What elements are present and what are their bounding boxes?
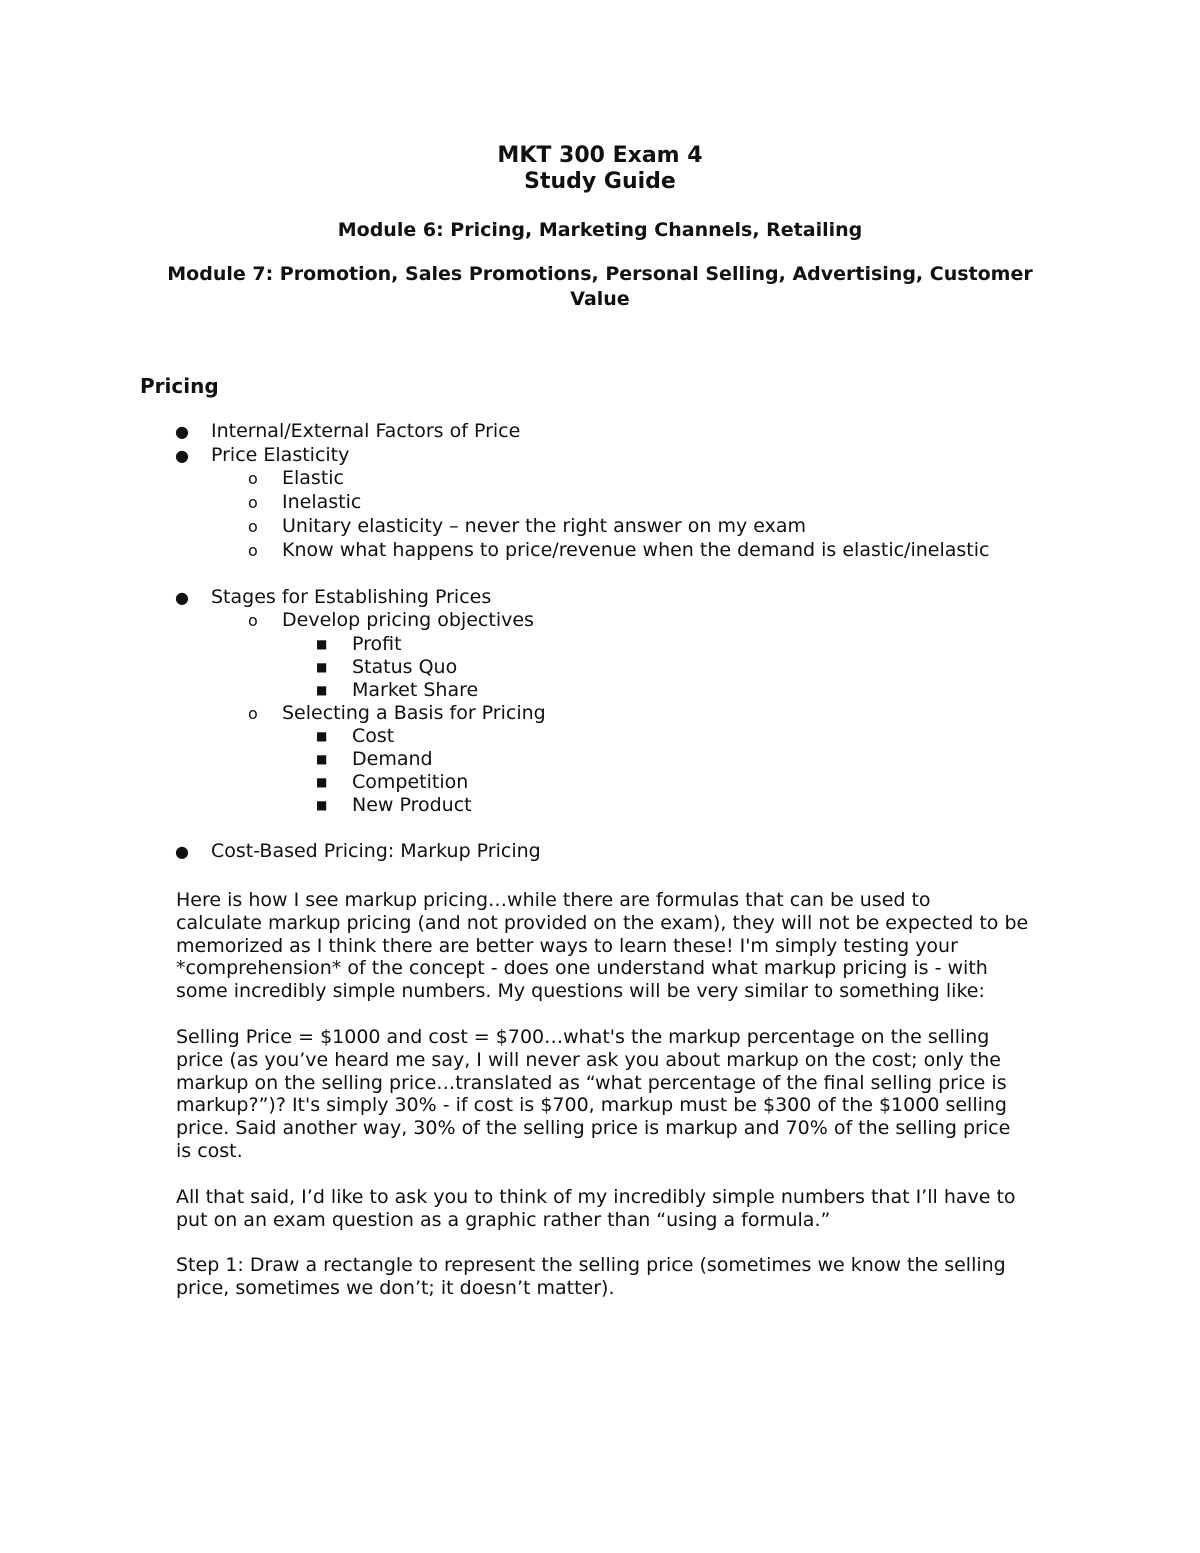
sub-bullet-item: Know what happens to price/revenue when the demand is elastic/inelastic <box>282 539 990 561</box>
sub-bullet-circle: o <box>248 541 258 560</box>
bullet-dot: ● <box>175 422 189 441</box>
sub-bullet-item: Develop pricing objectives <box>282 609 534 631</box>
sub-bullet-circle: o <box>248 704 258 723</box>
paragraph-line: some incredibly simple numbers. My questions will be very similar to something like: <box>176 980 985 1003</box>
paragraph-line: Step 1: Draw a rectangle to represent the selling price (sometimes we know the selling <box>176 1254 1006 1276</box>
sub-bullet-item: Elastic <box>282 467 345 489</box>
bullet-dot: ● <box>175 588 189 607</box>
paragraph-markup-intro <box>176 889 1076 1003</box>
sub-bullet-circle: o <box>248 493 258 512</box>
paragraph-line: price (as you’ve heard me say, I will never ask you about markup on the cost; only the <box>176 1048 1001 1071</box>
square-bullet: ■ <box>316 729 328 743</box>
sub-bullet-circle: o <box>248 469 258 488</box>
paragraph-line: Here is how I see markup pricing…while there are formulas that can be used to <box>176 889 931 911</box>
sub-sub-bullet-item: Market Share <box>352 679 479 701</box>
sub-bullet-item: Inelastic <box>282 491 362 513</box>
paragraph-line: price, sometimes we don’t; it doesn’t matter). <box>176 1276 615 1299</box>
document-title: MKT 300 Exam 4 <box>497 143 703 168</box>
module-7-heading-line2: Value <box>570 288 630 310</box>
paragraph-line: memorized as I think there are better ways to learn these! I'm simply testing your <box>176 934 958 957</box>
section-heading-pricing: Pricing <box>140 374 219 398</box>
square-bullet: ■ <box>316 637 328 651</box>
paragraph-markup-example <box>176 1026 1076 1163</box>
sub-sub-bullet-item: Demand <box>352 748 433 770</box>
module-6-heading: Module 6: Pricing, Marketing Channels, Retailing <box>337 219 863 241</box>
paragraph-graphic-note <box>176 1186 1076 1232</box>
paragraph-line: markup?”)? It's simply 30% - if cost is $700, markup must be $300 of the $1000 selling <box>176 1094 1007 1117</box>
sub-sub-bullet-item: Cost <box>352 725 395 747</box>
bullet-item: Stages for Establishing Prices <box>211 586 492 608</box>
paragraph-step-1 <box>176 1254 1076 1300</box>
sub-bullet-circle: o <box>248 517 258 536</box>
paragraph-line: is cost. <box>176 1139 243 1162</box>
bullet-item: Price Elasticity <box>211 444 350 466</box>
paragraph-line: Selling Price = $1000 and cost = $700…what's the markup percentage on the selling <box>176 1026 990 1048</box>
bullet-item: Cost-Based Pricing: Markup Pricing <box>211 840 541 862</box>
paragraph-line: price. Said another way, 30% of the selling price is markup and 70% of the selling price <box>176 1117 1011 1140</box>
sub-sub-bullet-item: Competition <box>352 771 469 793</box>
square-bullet: ■ <box>316 660 328 674</box>
square-bullet: ■ <box>316 752 328 766</box>
square-bullet: ■ <box>316 798 328 812</box>
sub-sub-bullet-item: Profit <box>352 633 402 655</box>
sub-sub-bullet-item: New Product <box>352 794 472 816</box>
bullet-dot: ● <box>175 446 189 465</box>
bullet-dot: ● <box>175 842 189 861</box>
paragraph-line: calculate markup pricing (and not provided on the exam), they will not be expected to be <box>176 911 1029 934</box>
module-7-heading-line1: Module 7: Promotion, Sales Promotions, Personal Selling, Advertising, Customer <box>167 263 1033 285</box>
paragraph-line: *comprehension* of the concept - does one understand what markup pricing is - with <box>176 957 988 980</box>
paragraph-line: markup on the selling price…translated as “what percentage of the final selling price is <box>176 1071 1007 1094</box>
sub-bullet-item: Selecting a Basis for Pricing <box>282 702 546 724</box>
sub-bullet-item: Unitary elasticity – never the right answer on my exam <box>282 515 806 537</box>
paragraph-line: All that said, I’d like to ask you to think of my incredibly simple numbers that I’ll have to <box>176 1186 1016 1208</box>
square-bullet: ■ <box>316 683 328 697</box>
sub-bullet-circle: o <box>248 611 258 630</box>
document-subtitle: Study Guide <box>524 169 676 194</box>
paragraph-line: put on an exam question as a graphic rather than “using a formula.” <box>176 1208 831 1231</box>
sub-sub-bullet-item: Status Quo <box>352 656 458 678</box>
square-bullet: ■ <box>316 775 328 789</box>
bullet-item: Internal/External Factors of Price <box>211 420 521 442</box>
